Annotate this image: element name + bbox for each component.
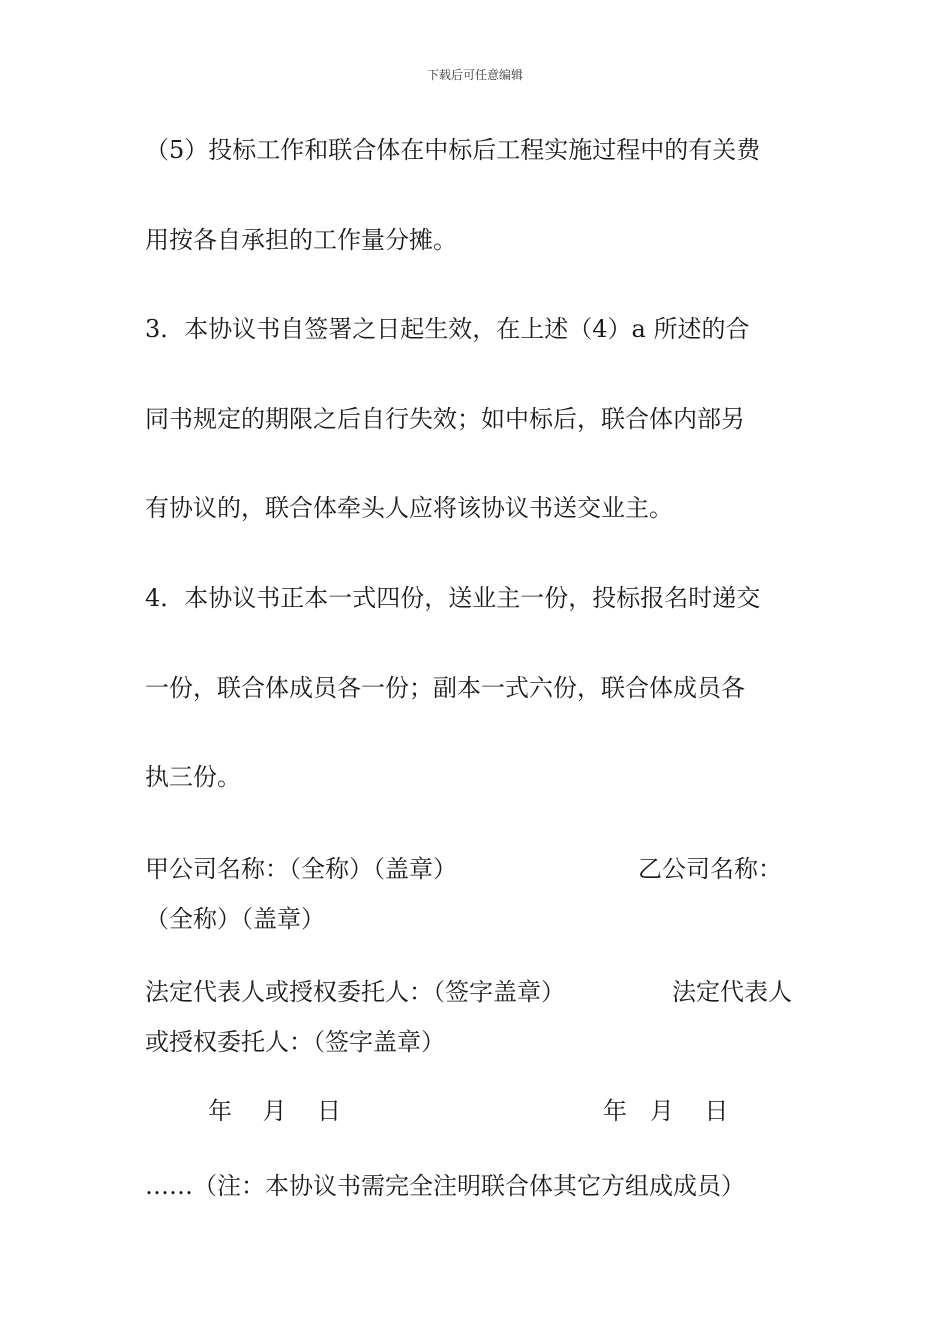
representative-b: 法定代表人 xyxy=(672,978,792,1006)
representative-row xyxy=(145,976,825,1056)
company-b-name: 乙公司名称： xyxy=(638,855,782,883)
body-line-8: 执三份。 xyxy=(145,763,241,791)
company-a-name: 甲公司名称：（全称）（盖章） xyxy=(145,855,457,883)
representative-a: 法定代表人或授权委托人：（签字盖章） xyxy=(145,978,565,1006)
company-name-row xyxy=(145,853,825,933)
company-b-name-cont: （全称）（盖章） xyxy=(145,905,325,933)
body-line-6: 4．本协议书正本一式四份，送业主一份，投标报名时递交 xyxy=(145,584,761,612)
body-line-4: 同书规定的期限之后自行失效；如中标后，联合体内部另 xyxy=(145,405,745,433)
body-line-1: （5）投标工作和联合体在中标后工程实施过程中的有关费 xyxy=(145,136,761,164)
body-line-5: 有协议的，联合体牵头人应将该协议书送交业主。 xyxy=(145,494,673,522)
page-header: 下载后可任意编辑 xyxy=(426,68,523,82)
body-line-3: 3．本协议书自签署之日起生效，在上述（4）a 所述的合 xyxy=(145,315,750,343)
body-line-7: 一份，联合体成员各一份；副本一式六份，联合体成员各 xyxy=(145,674,745,702)
footnote: ……（注：本协议书需完全注明联合体其它方组成成员） xyxy=(145,1172,745,1200)
body-line-2: 用按各自承担的工作量分摊。 xyxy=(145,226,457,254)
date-b: 年 月 日 xyxy=(603,1097,729,1125)
date-a: 年 月 日 xyxy=(208,1097,342,1125)
representative-b-cont: 或授权委托人：（签字盖章） xyxy=(145,1028,445,1056)
